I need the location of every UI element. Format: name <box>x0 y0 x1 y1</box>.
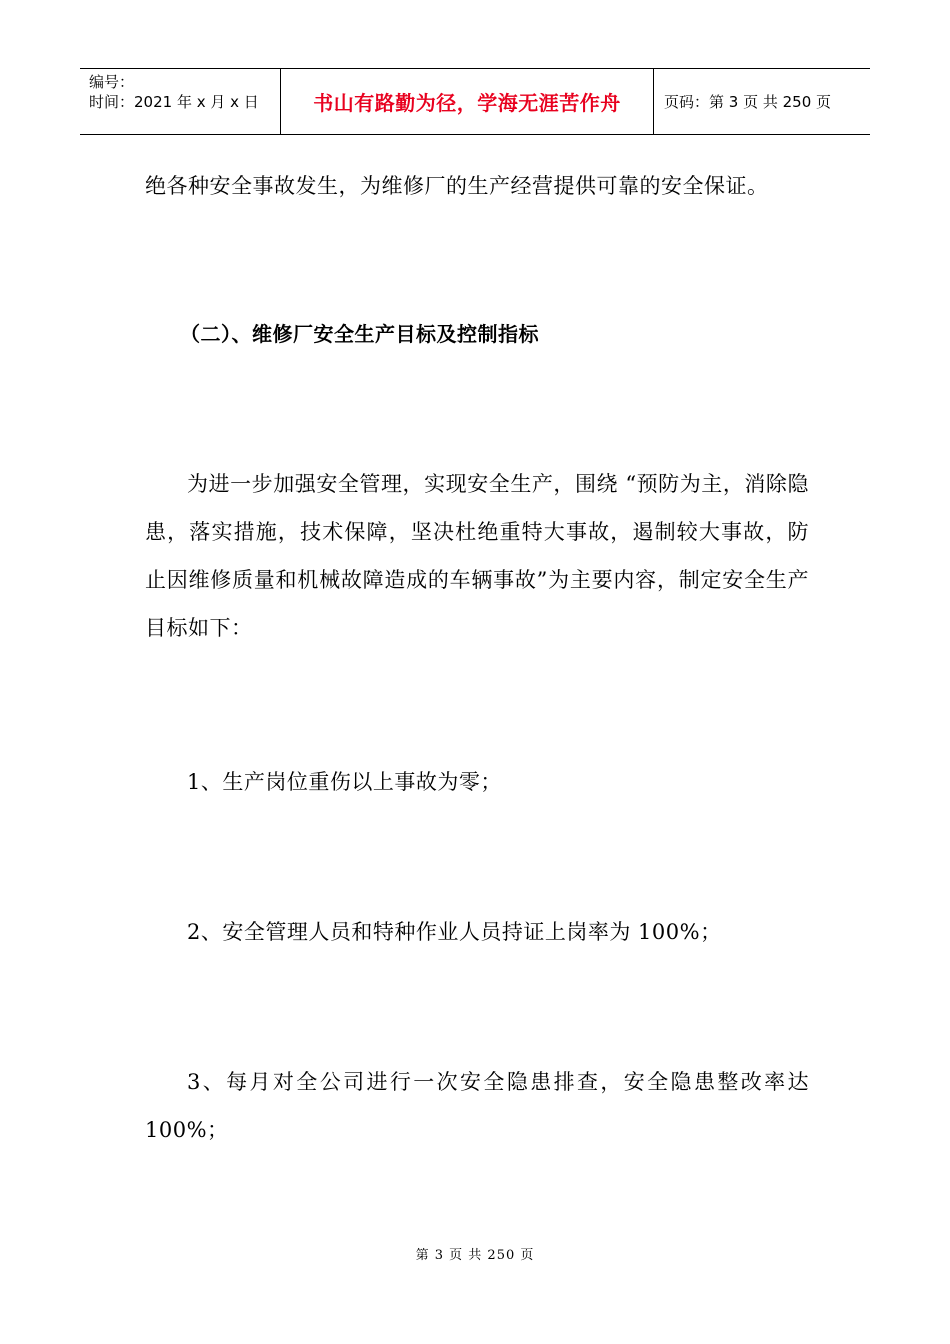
continuation-paragraph: 绝各种安全事故发生，为维修厂的生产经营提供可靠的安全保证。 <box>145 174 769 198</box>
page-footer: 第 3 页 共 250 页 <box>415 1248 535 1263</box>
goal-item-1: 1、生产岗位重伤以上事故为零； <box>187 770 502 794</box>
document-date: 时间：2021 年 x 月 x 日 <box>89 93 259 111</box>
section-heading: （二）、维修厂安全生产目标及控制指标 <box>180 322 539 346</box>
document-number-label: 编号： <box>89 73 135 91</box>
header-page-info: 页码：第 3 页 共 250 页 <box>664 93 832 111</box>
goal-item-2: 2、安全管理人员和特种作业人员持证上岗率为 100%； <box>187 920 722 944</box>
header-meta <box>80 69 281 134</box>
intro-paragraph: 为进一步加强安全管理，实现安全生产，围绕 “预防为主，消除隐患，落实措施，技术保障，坚决杜绝重特大事故，遏制较大事故，防止因维修质量和机械故障造成的车辆事故”为主要内容，制定安全生产目标如下： <box>145 472 809 640</box>
page-header <box>80 68 870 135</box>
goal-item-3: 3、每月对全公司进行一次安全隐患排查，安全隐患整改率达 100%； <box>145 1070 809 1142</box>
header-motto: 书山有路勤为径，学海无涯苦作舟 <box>281 69 654 134</box>
